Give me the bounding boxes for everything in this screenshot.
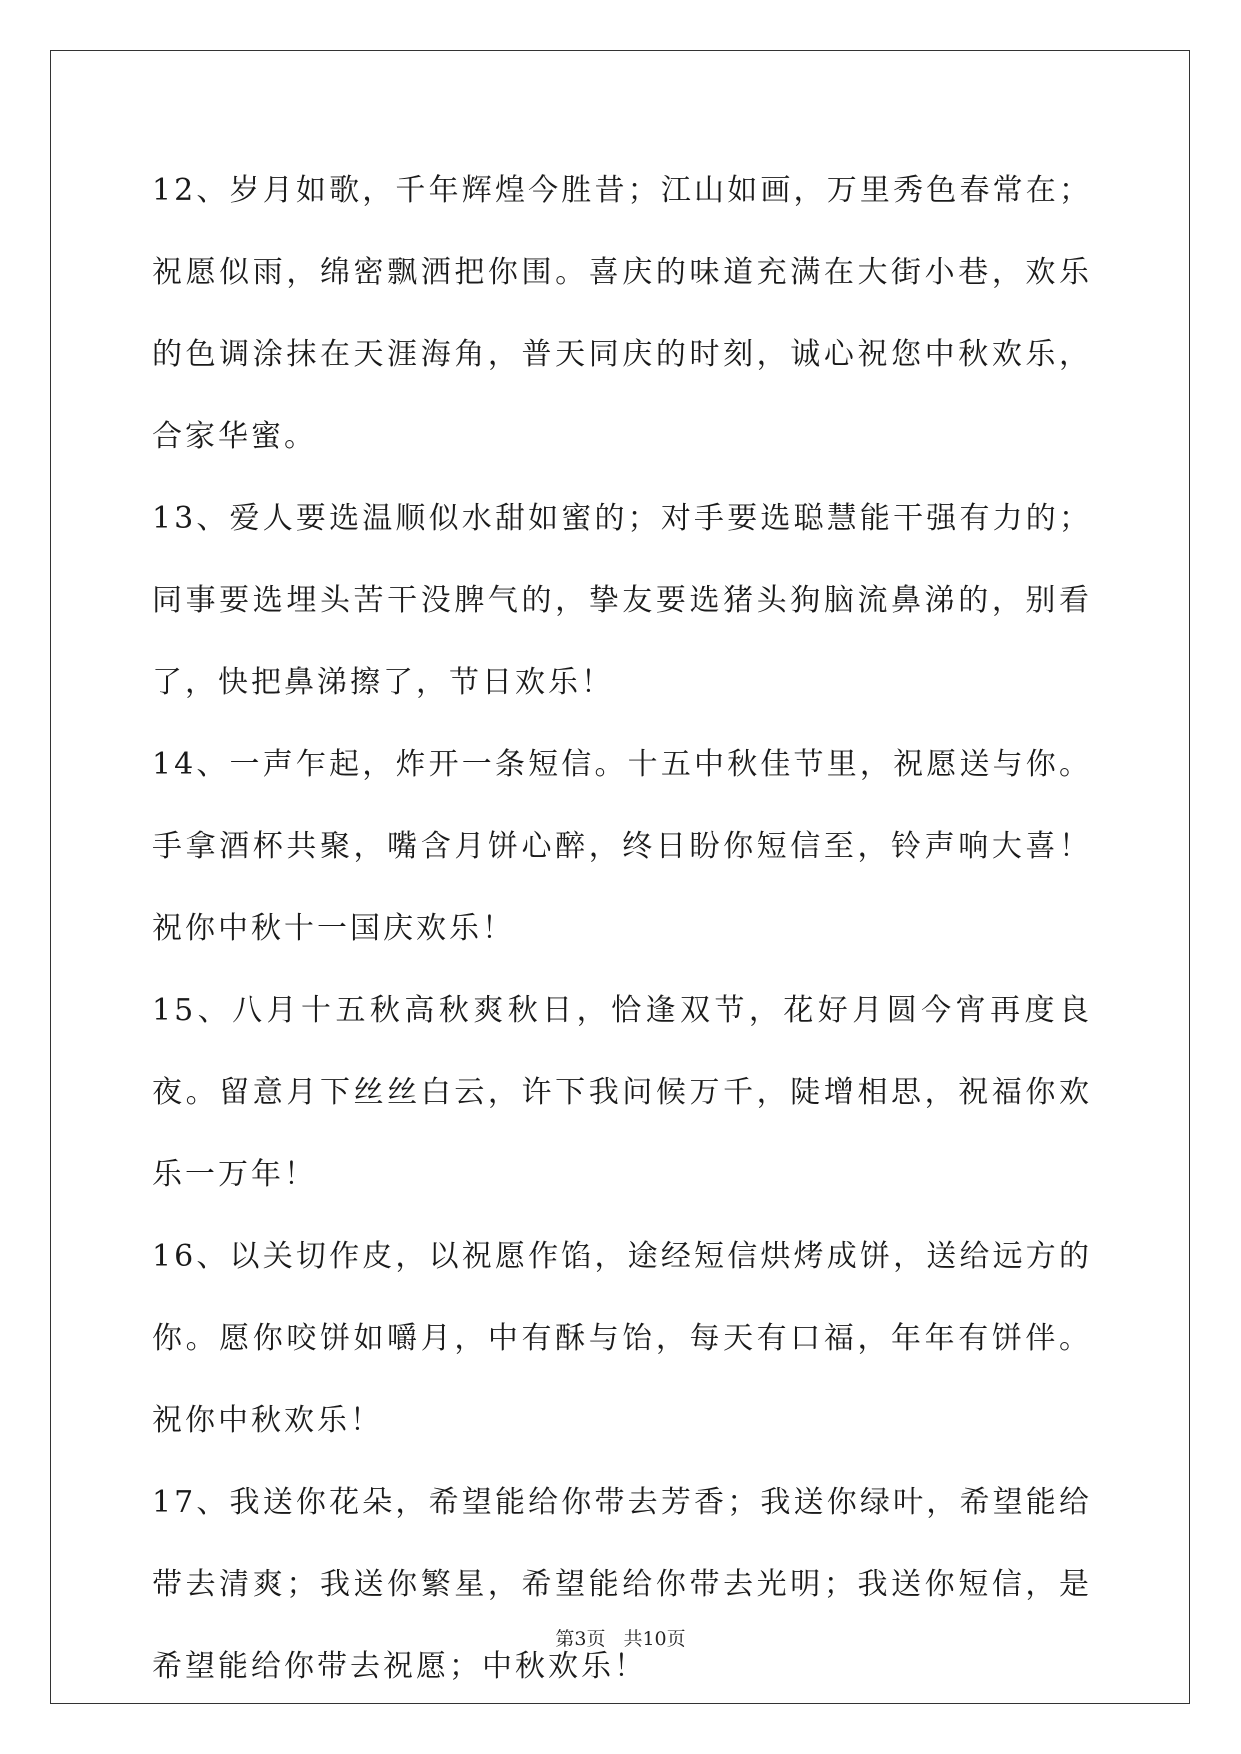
paragraph-16: 16、以关切作皮，以祝愿作馅，途经短信烘烤成饼，送给远方的你。愿你咬饼如嚼月，中有酥与饴，每天有口福，年年有饼伴。祝你中秋欢乐！: [152, 1239, 1092, 1438]
paragraph-12: 12、岁月如歌，千年辉煌今胜昔；江山如画，万里秀色春常在；祝愿似雨，绵密飘洒把你围。喜庆的味道充满在大街小巷，欢乐的色调涂抹在天涯海角，普天同庆的时刻，诚心祝您中秋欢乐，合家华蜜。: [152, 173, 1092, 454]
page-footer: [0, 1624, 1241, 1651]
document-body: [152, 150, 1092, 1708]
paragraph-14: 14、一声乍起，炸开一条短信。十五中秋佳节里，祝愿送与你。手拿酒杯共聚，嘴含月饼心醉，终日盼你短信至，铃声响大喜！祝你中秋十一国庆欢乐！: [152, 747, 1092, 946]
page-number-current: 第3页: [555, 1628, 606, 1650]
paragraph-17: 17、我送你花朵，希望能给你带去芳香；我送你绿叶，希望能给带去清爽；我送你繁星，希望能给你带去光明；我送你短信，是希望能给你带去祝愿；中秋欢乐！: [152, 1485, 1092, 1684]
paragraph-13: 13、爱人要选温顺似水甜如蜜的；对手要选聪慧能干强有力的；同事要选埋头苦干没脾气的，挚友要选猪头狗脑流鼻涕的，别看了，快把鼻涕擦了，节日欢乐！: [152, 501, 1092, 700]
page-number-total: 共10页: [623, 1628, 686, 1650]
paragraph-15: 15、八月十五秋高秋爽秋日，恰逢双节，花好月圆今宵再度良夜。留意月下丝丝白云，许下我问候万千，陡增相思，祝福你欢乐一万年！: [152, 993, 1092, 1192]
